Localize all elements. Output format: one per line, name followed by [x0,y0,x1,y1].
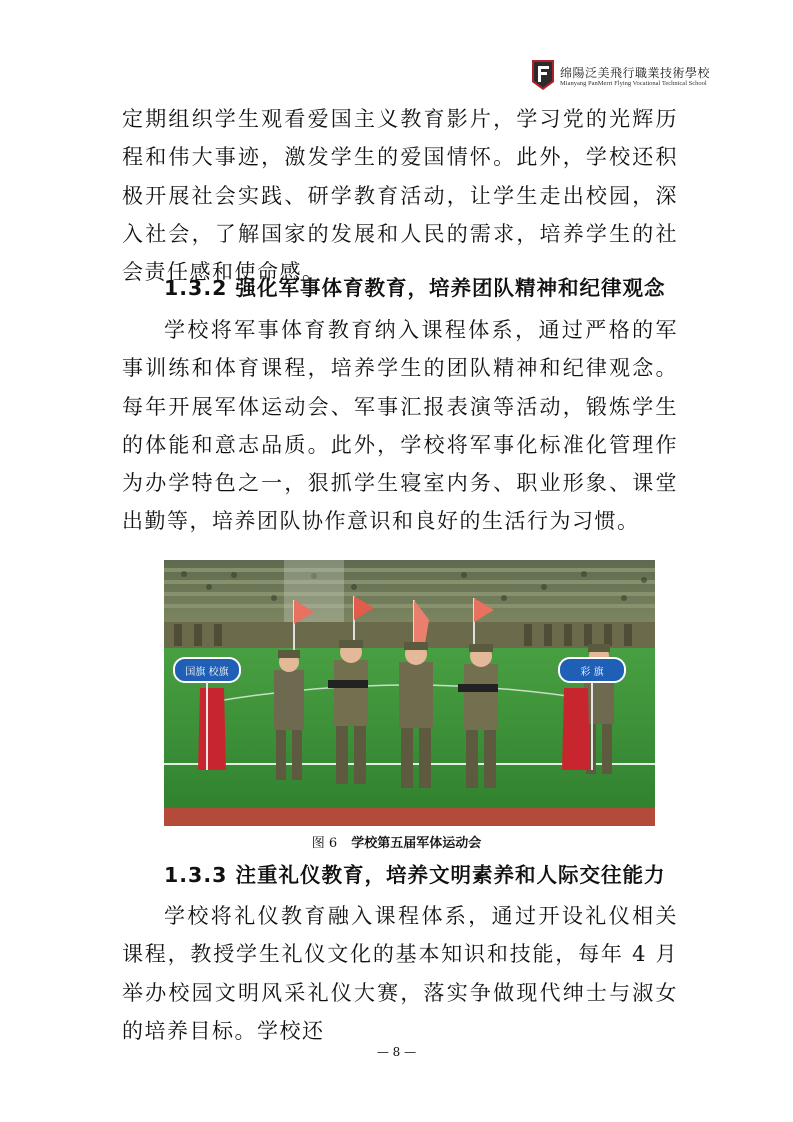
school-name-en: Mianyang PanMerri Flying Vocational Technical School [560,80,707,87]
figure-caption [0,832,793,851]
section-heading-1-3-2: 1.3.2 强化军事体育教育，培养团队精神和纪律观念 [164,276,666,300]
section-1-3-2-paragraph: 学校将军事体育教育纳入课程体系，通过严格的军事训练和体育课程，培养学生的团队精神和纪律观念。每年开展军体运动会、军事汇报表演等活动，锻炼学生的体能和意志品质。此外，学校将军事化标准化管理作为办学特色之一，狠抓学生寝室内务、职业形象、课堂出勤等，培养团队协作意识和良好的生活行为习惯。 [122,318,678,534]
section-1-3-3-paragraph: 学校将礼仪教育融入课程体系，通过开设礼仪相关课程，教授学生礼仪文化的基本知识和技能，每年 4 月举办校园文明风采礼仪大赛，落实争做现代绅士与淑女的培养目标。学校还 [122,904,678,1043]
sign-right-text: 彩 旗 [580,667,604,678]
parade-photo-illustration [164,560,655,826]
school-name-cn: 绵陽泛美飛行職業技術學校 [560,66,711,80]
page-number: — 8 — [376,1045,417,1059]
school-badge-icon [530,58,556,92]
figure-parade-photo [164,560,655,826]
section-1-3-2-body [122,311,678,541]
section-1-3-3-body [122,897,678,1050]
school-logo-header [530,58,750,98]
sign-left-text: 国旗 校旗 [185,667,229,678]
figure-caption-text: 学校第五届军体运动会 [351,836,482,851]
figure-number: 图 6 [311,836,338,851]
section-heading-1-3-3: 1.3.3 注重礼仪教育，培养文明素养和人际交往能力 [164,863,666,887]
intro-paragraph-block [122,100,678,291]
intro-paragraph: 定期组织学生观看爱国主义教育影片，学习党的光辉历程和伟大事迹，激发学生的爱国情怀。此外，学校还积极开展社会实践、研学教育活动，让学生走出校园，深入社会，了解国家的发展和人民的需求，培养学生的社会责任感和使命感。 [122,107,678,285]
